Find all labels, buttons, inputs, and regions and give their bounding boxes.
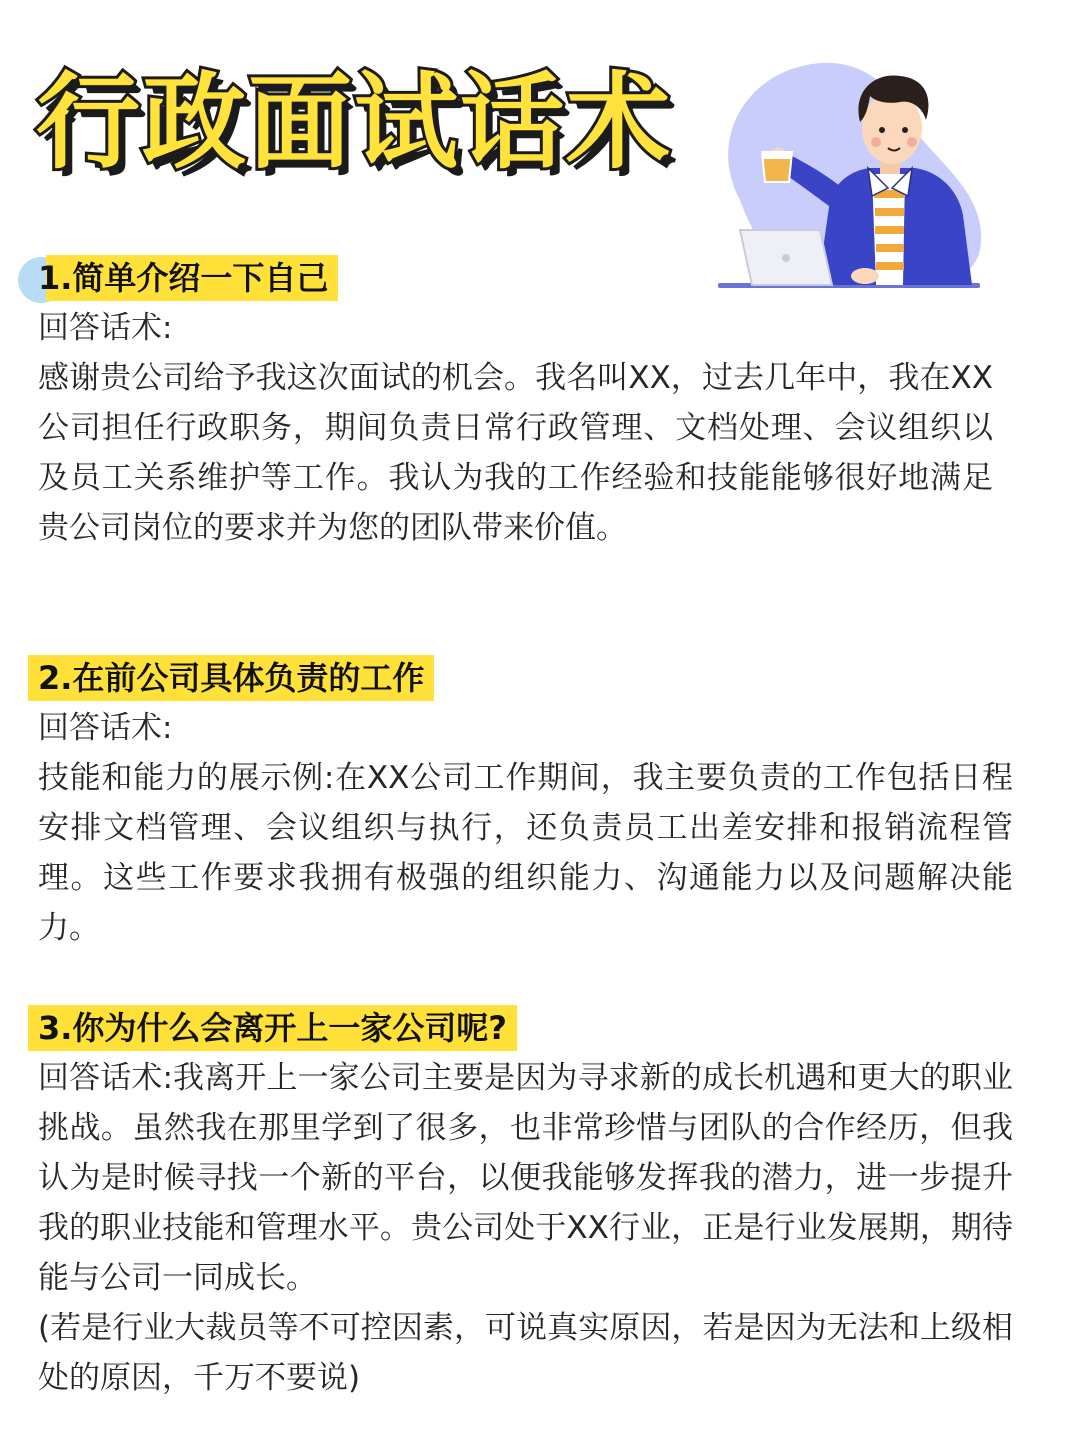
answer-label: 回答话术: <box>38 310 173 346</box>
answer-text: 感谢贵公司给予我这次面试的机会。我名叫XX，过去几年中，我在XX公司担任行政职务，期间负责日常行政管理、文档处理、会议组织以及员工关系维护等工作。我认为我的工作经验和技能能够很好地满足贵公司岗位的要求并为您的团队带来价值。 <box>38 360 993 546</box>
answer-text: 回答话术:我离开上一家公司主要是因为寻求新的成长机遇和更大的职业挑战。虽然我在那里学到了很多，也非常珍惜与团队的合作经历，但我认为是时候寻找一个新的平台，以便我能够发挥我的潜力，进一步提升我的职业技能和管理水平。贵公司处于XX行业，正是行业发展期，期待能与公司一同成长。 <box>38 1060 1013 1296</box>
section-heading: 2.在前公司具体负责的工作 <box>38 653 424 703</box>
section-previous-responsibilities <box>38 653 1048 953</box>
section-reason-for-leaving <box>38 1003 1048 1403</box>
answer-note: (若是行业大裁员等不可控因素，可说真实原因，若是因为无法和上级相处的原因，千万不要说) <box>38 1310 1013 1396</box>
section-heading: 1.简单介绍一下自己 <box>38 253 328 303</box>
section-self-introduction <box>38 253 1048 553</box>
section-heading: 3.你为什么会离开上一家公司呢? <box>38 1003 507 1053</box>
answer-text: 技能和能力的展示例:在XX公司工作期间，我主要负责的工作包括日程安排文档管理、会议组织与执行，还负责员工出差安排和报销流程管理。这些工作要求我拥有极强的组织能力、沟通能力以及问题解决能力。 <box>38 760 1013 946</box>
answer-label: 回答话术: <box>38 710 173 746</box>
page-title: 行政面试话术 <box>36 61 673 183</box>
